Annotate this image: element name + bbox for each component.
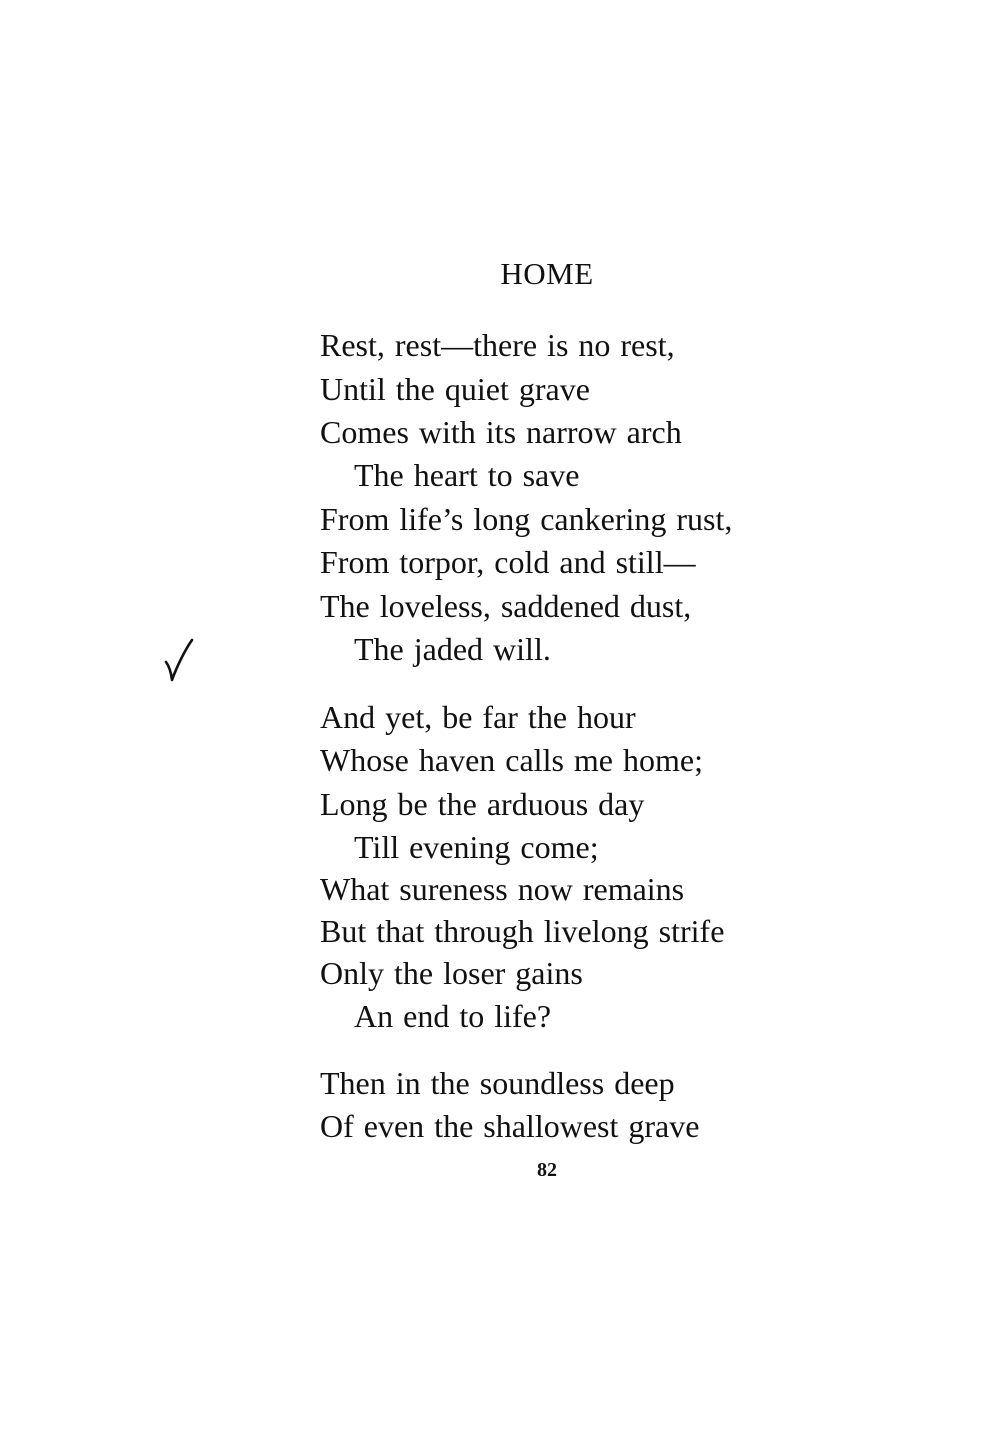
poem-line: From torpor, cold and still— [320,544,696,580]
poem-line: Rest, rest—there is no rest, [320,327,675,363]
poem-line: What sureness now remains [320,871,685,907]
poem-line: The jaded will. [354,631,551,667]
poem-line: And yet, be far the hour [320,699,636,735]
poem-line: The heart to save [354,457,580,493]
check-mark-icon [160,636,200,684]
poem-line: Whose haven calls me home; [320,742,703,778]
poem-title: HOME [500,256,594,291]
poem-line: Long be the arduous day [320,786,645,822]
poem-line: Till evening come; [354,829,599,865]
poem-line: From life’s long cankering rust, [320,501,733,537]
poem-line: The loveless, saddened dust, [320,588,692,624]
page-number: 82 [537,1159,557,1181]
poem-line: But that through livelong strife [320,913,725,949]
poem-line: Of even the shallowest grave [320,1108,700,1144]
poem-line: An end to life? [354,998,552,1034]
poem-line: Comes with its narrow arch [320,414,682,450]
poem-line: Only the loser gains [320,955,583,991]
poem-line: Then in the soundless deep [320,1065,675,1101]
poem-line: Until the quiet grave [320,371,590,407]
